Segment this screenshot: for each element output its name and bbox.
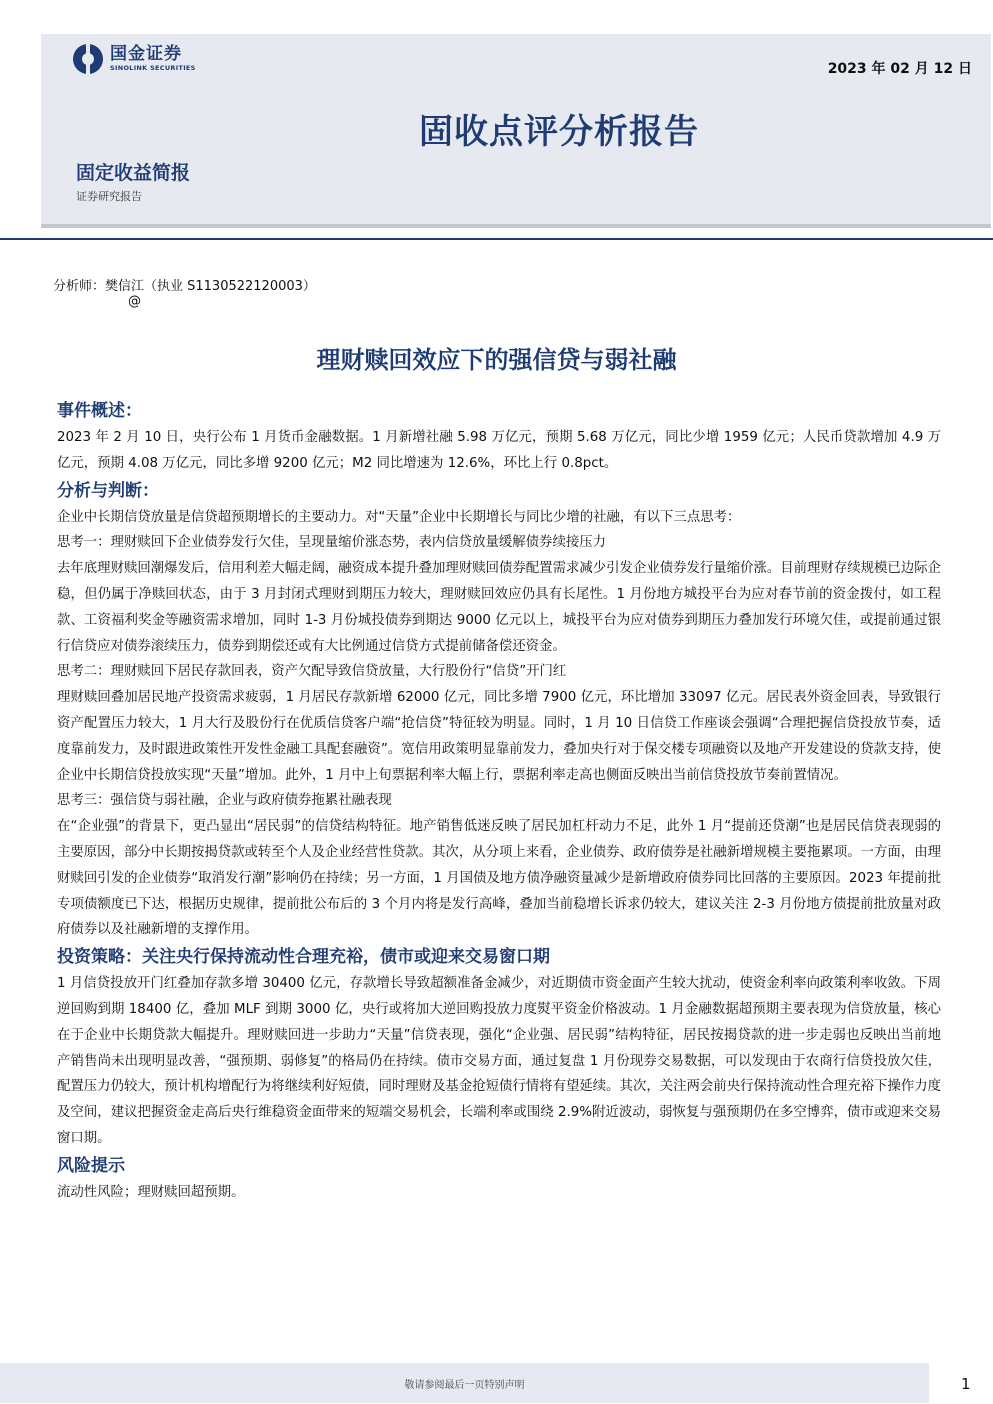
analysis-paragraph-4: 在“企业强”的背景下，更凸显出“居民弱”的信贷结构特征。地产销售低迷反映了居民加杠杆动力不足，此外 1 月“提前还贷潮”也是居民信贷表现弱的主要原因，部分中长期按揭贷款或转至个人及企业经营性贷款。其次，从分项上来看，企业债券、政府债券是社融新增规模主要拖累项。一方面，由理财赎回引发的企业债券“取消发行潮”影响仍在持续；另一方面，1 月国债及地方债净融资量减少是新增政府债券同比回落的主要原因。2023 年提前批专项债额度已下达，根据历史规律，提前批公布后的 3 个月内将是发行高峰，叠加当前稳增长诉求仍较大，建议关注 2-3 月份地方债提前批放量对政府债券以及社融新增的支撑作用。 [57, 819, 941, 938]
logo-cn-text: 国金证券 [110, 44, 182, 64]
analysis-paragraph-2: 去年底理财赎回潮爆发后，信用利差大幅走阔，融资成本提升叠加理财赎回债券配置需求减少引发企业债券发行量缩价涨。目前理财存续规模已边际企稳，但仍属于净赎回状态，由于 3 月封闭式理财到期压力较大，理财赎回效应仍具有长尾性。1 月份地方城投平台为应对春节前的资金拨付，如工程款、工资福利奖金等融资需求增加，同时 1-3 月份城投债券到期达 9000 亿元以上，城投平台为应对债券到期压力叠加发行环境欠佳，或提前通过银行信贷应对债券滚续压力，债券到期偿还或有大比例通过信贷方式提前储备偿还资金。 [57, 561, 941, 654]
event-paragraph: 2023 年 2 月 10 日，央行公布 1 月货币金融数据。1 月新增社融 5.98 万亿元，预期 5.68 万亿元，同比少增 1959 亿元；人民币贷款增加 4.9 万亿元，预期 4.08 万亿元，同比多增 9200 亿元；M2 同比增速为 12.6%，环比上行 0.8pct。 [57, 430, 941, 471]
header-divider [0, 238, 993, 240]
strategy-paragraph: 1 月信贷投放开门红叠加存款多增 30400 亿元，存款增长导致超额准备金减少，对近期债市资金面产生较大扰动，使资金利率向政策利率收敛。下周逆回购到期 18400 亿，叠加 MLF 到期 3000 亿，央行或将加大逆回购投放力度熨平资金价格波动。1 月金融数据超预期主要表现为信贷放量，核心在于企业中长期贷款大幅提升。理财赎回进一步助力“天量”信贷表现，强化“企业强、居民弱”结构特征，居民按揭贷款的进一步走弱也反映出当前地产销售尚未出现明显改善，“强预期、弱修复”的格局仍在持续。债市交易方面，通过复盘 1 月份现券交易数据，可以发现由于农商行信贷投放欠佳，配置压力仍较大，预计机构增配行为将继续利好短债，同时理财及基金抢短债行情将有望延续。其次，关注两会前央行保持流动性合理充裕下操作力度及空间，建议把握资金走高后央行维稳资金面带来的短端交易机会，长端利率或围绕 2.9%附近波动，弱恢复与强预期仍在多空博弈，债市或迎来交易窗口期。 [57, 976, 941, 1146]
analysis-thought-3-heading: 思考三：强信贷与弱社融，企业与政府债券拖累社融表现 [57, 793, 392, 809]
analyst-email: @ [128, 294, 141, 309]
analysis-thought-1-heading: 思考一：理财赎回下企业债券发行欠佳，呈现量缩价涨态势，表内信贷放量缓解债券续接压力 [57, 535, 607, 551]
company-logo [73, 44, 196, 74]
section-title-strategy: 投资策略：关注央行保持流动性合理充裕，债市或迎来交易窗口期 [57, 947, 550, 968]
report-headline: 理财赎回效应下的强信贷与弱社融 [316, 346, 677, 374]
section-title-risk: 风险提示 [57, 1155, 125, 1176]
section-title-analysis: 分析与判断： [57, 480, 159, 501]
sinolink-logo-icon [73, 44, 103, 74]
report-body [57, 397, 941, 1206]
header-banner-shadow [41, 224, 991, 228]
analysis-paragraph-3: 理财赎回叠加居民地产投资需求疲弱，1 月居民存款新增 62000 亿元，同比多增 7900 亿元，环比增加 33097 亿元。居民表外资金回表，导致银行资产配置压力较大，1 月大行及股份行在优质信贷客户端“抢信贷”特征较为明显。同时，1 月 10 日信贷工作座谈会强调“合理把握信贷投放节奏，适度靠前发力，及时跟进政策性开发性金融工具配套融资”。宽信用政策明显靠前发力，叠加央行对于保交楼专项融资以及地产开发建设的贷款支持，使企业中长期信贷投放实现“天量”增加。此外，1 月中上旬票据利率大幅上行，票据利率走高也侧面反映出当前信贷投放节奏前置情况。 [57, 690, 941, 783]
section-title-event: 事件概述： [57, 401, 142, 421]
report-date: 2023 年 02 月 12 日 [827, 61, 972, 77]
page-number: 1 [961, 1375, 971, 1393]
analysis-thought-2-heading: 思考二：理财赎回下居民存款回表，资产欠配导致信贷放量，大行股份行“信贷”开门红 [57, 664, 567, 680]
report-title: 固收点评分析报告 [419, 112, 699, 152]
report-subcategory: 证券研究报告 [76, 190, 142, 203]
analysis-paragraph-1: 企业中长期信贷放量是信贷超预期增长的主要动力。对“天量”企业中长期增长与同比少增的社融，有以下三点思考： [57, 509, 741, 525]
analyst-info: 分析师：樊信江（执业 S1130522120003） [53, 279, 316, 294]
footer-notice: 敬请参阅最后一页特别声明 [404, 1380, 525, 1391]
logo-en-text: SINOLINK SECURITIES [110, 64, 196, 72]
risk-paragraph: 流动性风险；理财赎回超预期。 [57, 1184, 245, 1200]
report-category: 固定收益简报 [76, 162, 191, 184]
